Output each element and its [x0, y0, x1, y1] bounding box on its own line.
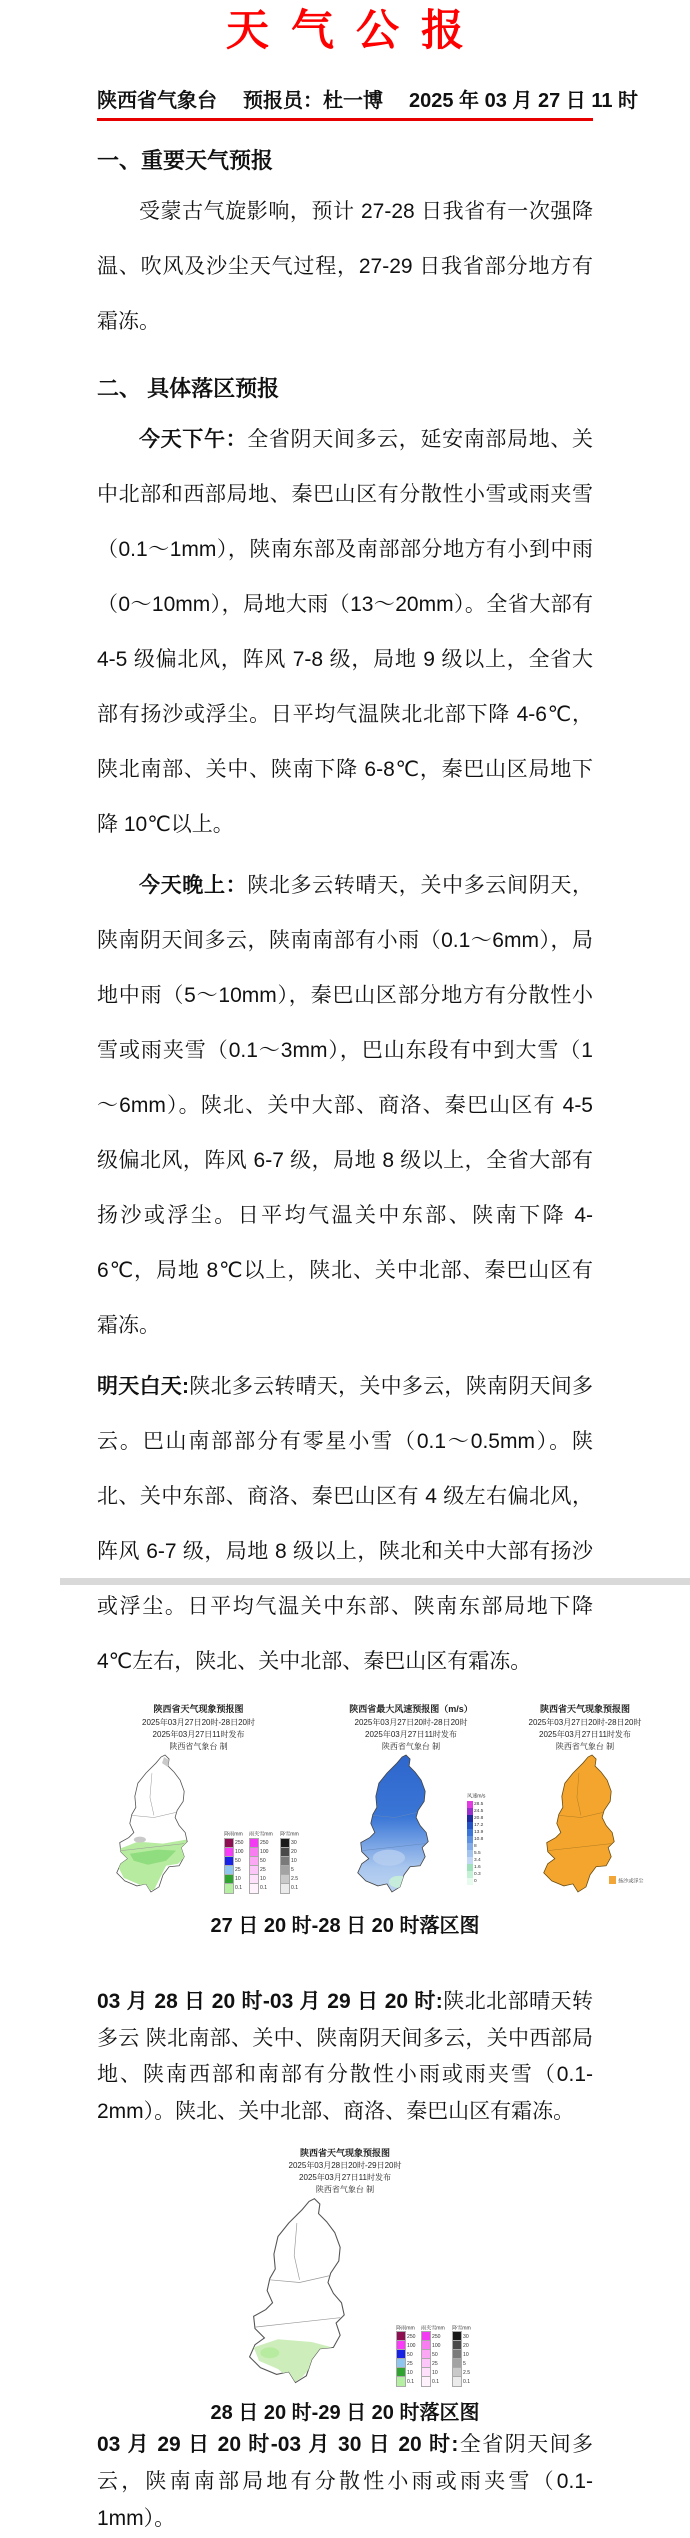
legend-value: 10: [406, 2370, 413, 2376]
bottom-partial-bar: [60, 1578, 690, 1585]
paragraph-28-29: [97, 1984, 593, 2131]
legend-swatch: [421, 2376, 431, 2387]
legend-value: 0.1: [235, 1885, 243, 1891]
map-wind-27-28: [334, 1703, 489, 1899]
map-title-line: 2025年03月27日11时发布: [299, 2173, 391, 2183]
legend-value: 50: [431, 2352, 438, 2358]
legend-value: 20: [462, 2343, 469, 2349]
legend-value: 50: [406, 2352, 413, 2358]
legend-value: 0.1: [291, 1885, 299, 1891]
legend-value: 100: [406, 2343, 416, 2349]
map-title-line: 2025年03月27日20时-28日20时: [528, 1717, 642, 1727]
forecast-maps-row: [95, 1703, 650, 1899]
paragraph-tonight: [97, 858, 593, 1353]
map-title-line: 2025年03月27日20时-28日20时: [142, 1717, 255, 1727]
legend-swatch: [467, 1815, 473, 1822]
legend-entry: [224, 1884, 245, 1893]
map-title-line: 陕西省天气现象预报图: [539, 1704, 630, 1715]
legend-value: 24.5: [473, 1808, 484, 1814]
legend-sleet-header: 雨夹雪mm: [420, 2325, 445, 2331]
legend-entry: [467, 1850, 489, 1857]
legend-entry: [467, 1836, 489, 1843]
legend-swatch: [467, 1871, 473, 1878]
map-title-line: 陕西省气象台 制: [169, 1741, 228, 1751]
bulletin-header: [97, 84, 639, 121]
legend-value: 30: [462, 2334, 469, 2340]
legend-swatch: [467, 1829, 473, 1836]
legend-value: 1.6: [473, 1864, 481, 1870]
paragraph-label-28-29: 03 月 28 日 20 时-03 月 29 日 20 时:: [97, 1989, 443, 2013]
paragraph-today-afternoon: [97, 412, 593, 852]
forecaster: 预报员：杜一博: [243, 89, 383, 112]
paragraph-label-today-afternoon: 今天下午：: [139, 428, 248, 452]
legend-entry: [421, 2377, 442, 2386]
legend-wind-header: 风速m/s: [466, 1794, 486, 1800]
issuing-agency: 陕西省气象台: [97, 89, 217, 112]
legend-value: 8: [473, 1843, 477, 1849]
legend-swatch: [280, 1883, 290, 1894]
legend-value: 2.5: [462, 2370, 470, 2376]
section-1-heading: 一、重要天气预报: [97, 147, 274, 173]
legend-value: 10: [235, 1876, 241, 1882]
map-wind-27-28-titles: [334, 1703, 489, 1753]
legend-swatch: [467, 1801, 473, 1808]
legend-value: 250: [235, 1840, 244, 1846]
legend-swatch: [396, 2376, 406, 2387]
shaanxi-province-map-weather: [95, 1753, 221, 1899]
map-dust-27-28-titles: [520, 1703, 650, 1753]
legend-value: 25: [431, 2361, 438, 2367]
legend-entry: [467, 1801, 489, 1808]
legend-rain-header: 降雨mm: [224, 1832, 243, 1838]
paragraph-29-30: [97, 2427, 593, 2537]
map-caption-row2: 28 日 20 时-29 日 20 时落区图: [210, 2402, 480, 2425]
legend-value: 0.1: [431, 2379, 439, 2385]
legend-value: 250: [406, 2334, 416, 2340]
legend-value: 50: [260, 1858, 266, 1864]
map-title-line: 2025年03月27日11时发布: [152, 1729, 245, 1739]
legend-sleet: [249, 1831, 277, 1893]
legend-snow: [452, 2325, 474, 2387]
legend-precip: [224, 1831, 302, 1899]
legend-entry: [249, 1884, 270, 1893]
legend-snow-header: 降雪mm: [451, 2325, 471, 2331]
legend-swatch: [467, 1822, 473, 1829]
paragraph-label-tonight: 今天晚上：: [139, 874, 248, 898]
map-title-line: 2025年03月27日11时发布: [539, 1729, 631, 1739]
legend-value: 50: [235, 1858, 241, 1864]
legend-value: 13.9: [473, 1829, 484, 1835]
paragraph-text-29-30: 全省阴天间多云，陕南南部局地有分散性小雨或雨夹雪（0.1-1mm）。: [97, 2433, 594, 2530]
legend-swatch: [467, 1864, 473, 1871]
forecast-map-28-29-wrap: [0, 2147, 690, 2393]
legend-swatch: [467, 1836, 473, 1843]
legend-value: 3.4: [473, 1857, 481, 1863]
legend-entry: [467, 1822, 489, 1829]
map-caption-row1: 27 日 20 时-28 日 20 时落区图: [210, 1914, 480, 1937]
legend-rain-header: 降雨mm: [395, 2325, 415, 2331]
legend-value: 10: [462, 2352, 469, 2358]
map-dust-27-28: [520, 1703, 650, 1899]
paragraph-text-tomorrow-day: 陕北多云转晴天，关中多云，陕南阴天间多云。巴山南部部分有零星小雪（0.1～0.5mm）。陕北、关中东部、商洛、秦巴山区有 4 级左右偏北风，阵风 6-7 级，局地 8 级以上，陕北和关中大部有扬沙或浮尘。日平均气温关中东部、陕南东部局地下降 4℃左右，陕北、关中北部、秦巴山区有霜冻。: [97, 1375, 594, 1674]
paragraph-tomorrow-day: [97, 1359, 593, 1689]
legend-value: 250: [260, 1840, 269, 1846]
map-title-line: 陕西省气象台 制: [381, 1741, 441, 1751]
map-title-line: 陕西省天气现象预报图: [299, 2147, 390, 2158]
map-title-line: 陕西省气象台 制: [555, 1741, 615, 1751]
legend-value: 20: [291, 1849, 297, 1855]
legend-sleet: [421, 2325, 449, 2387]
legend-entry: [467, 1871, 489, 1878]
legend-snow-header: 降雪mm: [280, 1832, 299, 1838]
bulletin-body: [97, 143, 593, 1690]
map-weather-28-29: [217, 2147, 474, 2393]
legend-value: 0: [473, 1878, 477, 1884]
map-weather-28-29-titles: [217, 2147, 474, 2197]
map-weather-27-28: [95, 1703, 302, 1899]
legend-entry: [467, 1878, 489, 1885]
legend-dust: [609, 1876, 648, 1885]
legend-swatch: [467, 1878, 473, 1885]
legend-value: 10: [260, 1876, 266, 1882]
map-weather-27-28-titles: [95, 1703, 302, 1753]
legend-value: 5: [462, 2361, 466, 2367]
legend-value: 0.1: [260, 1885, 268, 1891]
legend-entry: [467, 1815, 489, 1822]
legend-entry: [452, 2377, 471, 2386]
map-title-line: 陕西省天气现象预报图: [153, 1704, 244, 1715]
legend-value: 0.1: [406, 2379, 414, 2385]
legend-value: 25: [260, 1867, 266, 1873]
legend-value: 10: [291, 1858, 297, 1864]
legend-entry: [467, 1829, 489, 1836]
shaanxi-province-map-weather-28-29: [217, 2196, 393, 2392]
map-title-line: 2025年03月27日11时发布: [365, 1729, 457, 1739]
legend-entry: [467, 1808, 489, 1815]
legend-value: 20.8: [473, 1815, 484, 1821]
legend-value: 100: [260, 1849, 269, 1855]
legend-value: 2.5: [291, 1876, 299, 1882]
legend-snow: [280, 1831, 302, 1893]
important-forecast-paragraph: 受蒙古气旋影响，预计 27-28 日我省有一次强降温、吹风及沙尘天气过程，27-29 日我省部分地方有霜冻。: [97, 199, 593, 333]
legend-rain: [396, 2325, 418, 2387]
legend-swatch: [249, 1883, 259, 1894]
shaanxi-province-map-wind: [334, 1753, 464, 1899]
legend-entry: [467, 1857, 489, 1864]
legend-wind: [467, 1793, 489, 1899]
legend-value: 28.5: [473, 1801, 484, 1807]
legend-swatch: [467, 1857, 473, 1864]
page-title: 天气公报: [226, 7, 486, 55]
paragraph-label-tomorrow-day: 明天白天:: [97, 1375, 190, 1399]
legend-value: 250: [431, 2334, 441, 2340]
legend-swatch: [609, 1876, 616, 1884]
legend-value: 25: [406, 2361, 413, 2367]
legend-swatch: [452, 2376, 462, 2387]
legend-sleet-header: 雨夹雪mm: [249, 1832, 273, 1838]
legend-value: 0.1: [462, 2379, 470, 2385]
legend-value: 5.5: [473, 1850, 481, 1856]
legend-value: 17.2: [473, 1822, 484, 1828]
legend-entry: [467, 1843, 489, 1850]
paragraph-text-today-afternoon: 全省阴天间多云，延安南部局地、关中北部和西部局地、秦巴山区有分散性小雪或雨夹雪（0.1～1mm），陕南东部及南部部分地方有小到中雨（0～10mm），局地大雨（13～20mm）。全省大部有 4-5 级偏北风，阵风 7-8 级，局地 9 级以上，全省大部有扬沙或浮尘。日平均气温陕北北部下降 4-6℃，陕北南部、关中、陕南下降 6-8℃，秦巴山区局地下降 10℃以上。: [97, 428, 593, 837]
section-2-heading: 二、 具体落区预报: [97, 375, 280, 401]
legend-value: 100: [431, 2343, 441, 2349]
map-title-line: 2025年03月27日20时-28日20时: [354, 1717, 468, 1727]
legend-precip-2: [396, 2325, 474, 2393]
map-title-line: 陕西省气象台 制: [315, 2185, 375, 2195]
legend-swatch: [467, 1808, 473, 1815]
legend-value: 0.3: [473, 1871, 481, 1877]
paragraph-label-29-30: 03 月 29 日 20 时-03 月 30 日 20 时:: [97, 2433, 459, 2457]
legend-rain: [224, 1831, 246, 1893]
legend-value: 100: [235, 1849, 244, 1855]
map-title-line: 陕西省最大风速预报图（m/s）: [349, 1704, 473, 1715]
map-title-line: 2025年03月28日20时-29日20时: [288, 2161, 402, 2171]
legend-entry: [396, 2377, 417, 2386]
legend-swatch: [467, 1850, 473, 1857]
legend-entry: [280, 1884, 299, 1893]
paragraph-text-28-29: 陕北北部晴天转多云 陕北南部、关中、陕南阴天间多云，关中西部局地、陕南西部和南部有分散性小雨或雨夹雪（0.1-2mm）。陕北、关中北部、商洛、秦巴山区有霜冻。: [97, 1989, 593, 2124]
legend-swatch: [224, 1883, 234, 1894]
legend-value: 10: [431, 2370, 438, 2376]
paragraph-text-tonight: 陕北多云转晴天，关中多云间阴天，陕南阴天间多云，陕南南部有小雨（0.1～6mm），局地中雨（5～10mm），秦巴山区部分地方有分散性小雪或雨夹雪（0.1～3mm），巴山东段有中到大雪（1～6mm）。陕北、关中大部、商洛、秦巴山区有 4-5 级偏北风，阵风 6-7 级，局地 8 级以上，全省大部有扬沙或浮尘。日平均气温关中东部、陕南下降 4-6℃，局地 8℃以上，陕北、关中北部、秦巴山区有霜冻。: [97, 874, 593, 1338]
legend-value: 30: [291, 1840, 297, 1846]
legend-entry: [467, 1864, 489, 1871]
legend-value: 25: [235, 1867, 241, 1873]
legend-dust-label: 扬沙或浮尘: [617, 1879, 644, 1885]
legend-swatch: [467, 1843, 473, 1850]
issue-datetime: 2025 年 03 月 27 日 11 时: [409, 89, 639, 112]
legend-value: 5: [291, 1867, 294, 1873]
legend-value: 10.8: [473, 1836, 484, 1842]
